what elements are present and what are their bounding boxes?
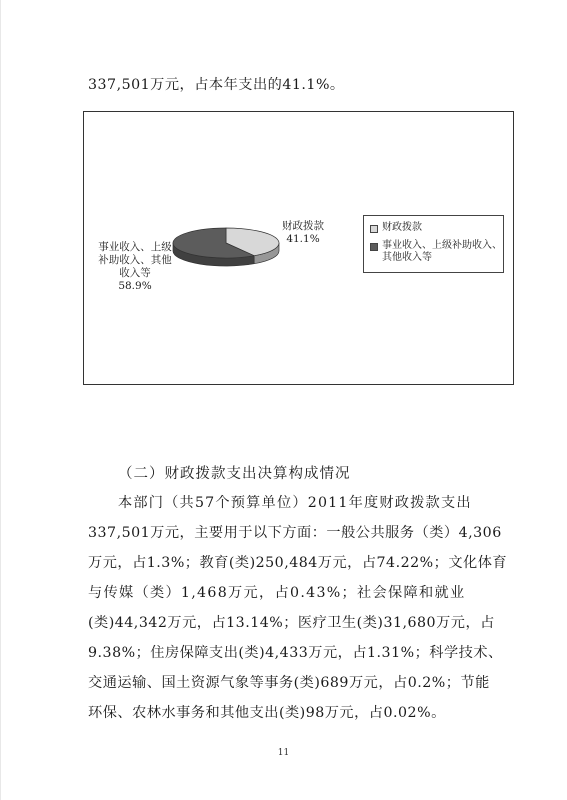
paragraph-line: 环保、农林水事务和其他支出(类)98万元，占0.02%。	[88, 705, 446, 721]
paragraph-line: 337,501万元，主要用于以下方面：一般公共服务（类）4,306	[88, 525, 502, 541]
slice-label-other-value: 58.9%	[118, 280, 152, 292]
legend-swatch-finance	[370, 225, 378, 233]
slice-label-finance-value: 41.1%	[286, 233, 320, 245]
intro-text: 337,501万元，占本年支出的41.1%。	[88, 77, 345, 93]
paragraph-line: (类)44,342万元，占13.14%；医疗卫生(类)31,680万元，占	[88, 615, 495, 631]
slice-label-other-line2: 补助收入、其他	[98, 254, 172, 266]
paragraph-line: 9.38%；住房保障支出(类)4,433万元，占1.31%；科学技术、	[88, 645, 503, 661]
legend-label-other: 事业收入、上级补助收入、其他收入等	[382, 240, 502, 263]
slice-label-other-line3: 收入等	[119, 267, 151, 279]
paragraph-line: 万元，占1.3%；教育(类)250,484万元，占74.22%；文化体育	[88, 555, 508, 571]
slice-label-finance	[275, 220, 331, 246]
slice-label-other	[90, 241, 180, 293]
section-heading: （二）财政拨款支出决算构成情况	[118, 466, 351, 482]
page-number: 11	[277, 748, 290, 758]
legend-label-finance: 财政拨款	[382, 222, 422, 233]
paragraph-line: 与传媒（类）1,468万元，占0.43%；社会保障和就业	[88, 585, 466, 601]
pie-chart-frame	[83, 111, 514, 385]
paragraph-line: 交通运输、国土资源气象等事务(类)689万元，占0.2%；节能	[88, 675, 490, 691]
legend-swatch-other	[370, 243, 378, 251]
chart-legend	[363, 215, 504, 273]
slice-label-finance-name: 财政拨款	[282, 220, 324, 232]
paragraph-line: 本部门（共57个预算单位）2011年度财政拨款支出	[118, 495, 472, 511]
slice-label-other-line1: 事业收入、上级	[98, 241, 172, 253]
